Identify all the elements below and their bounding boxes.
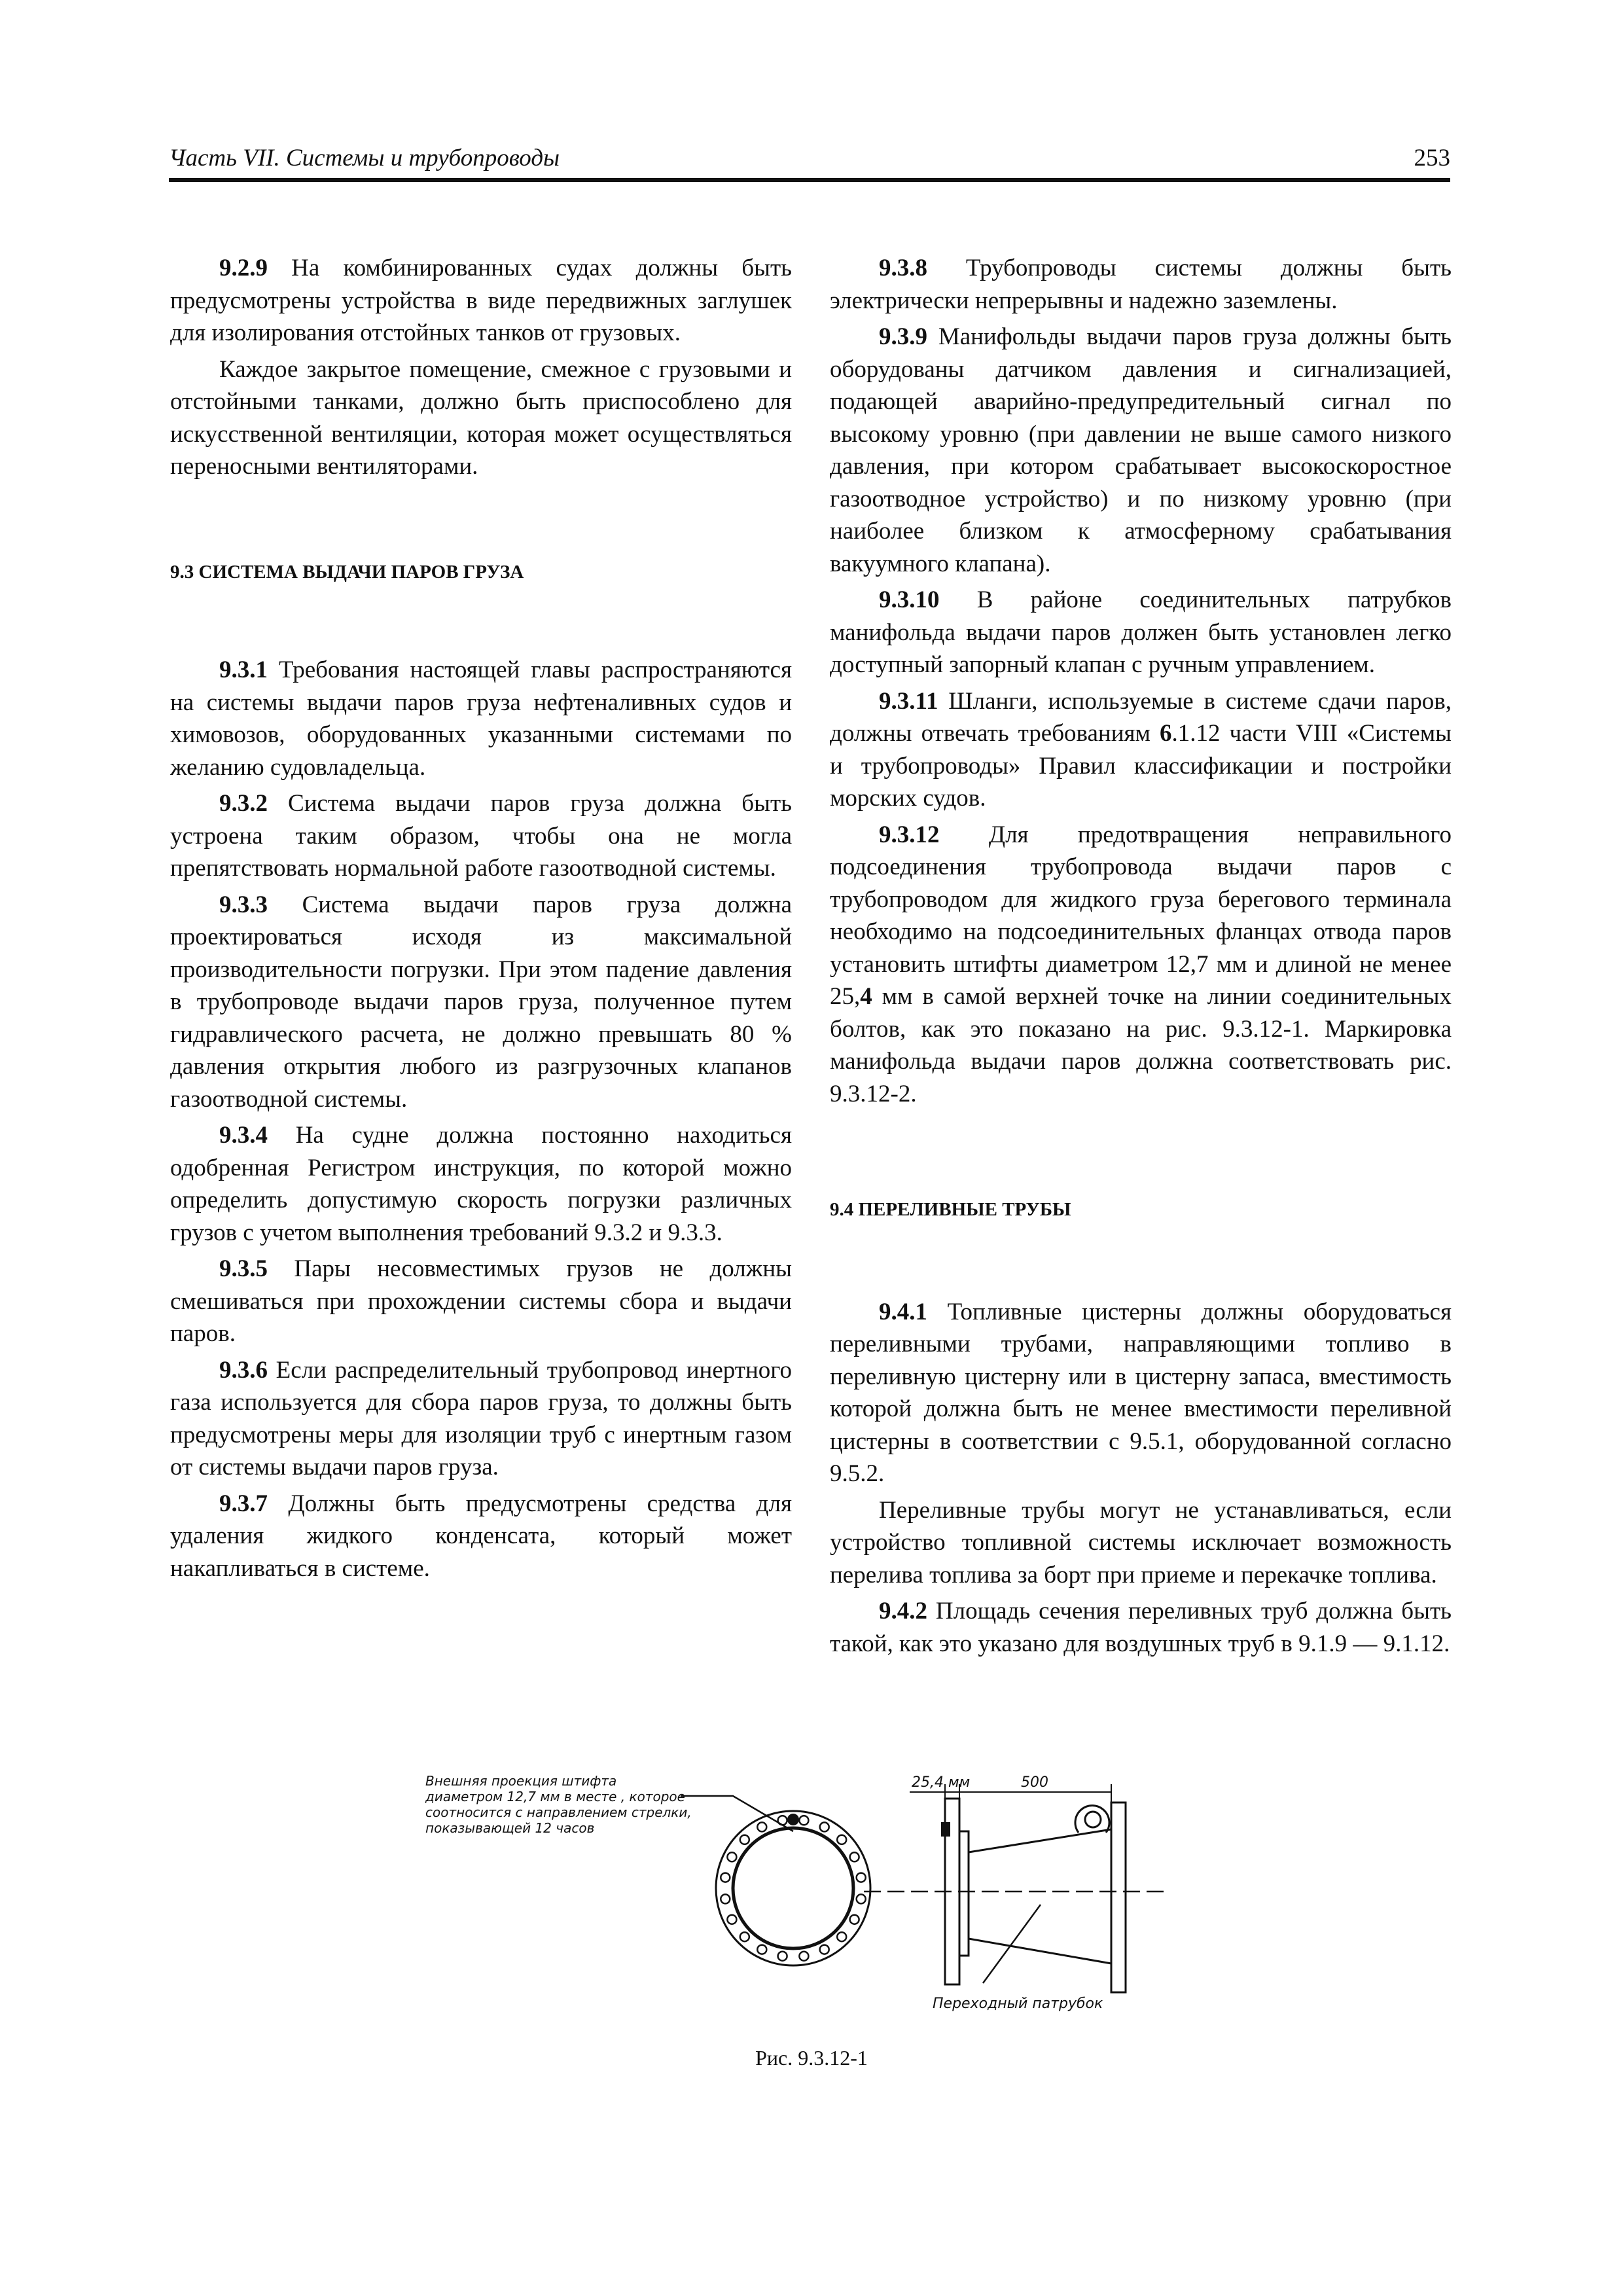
section-heading-9-3: 9.3 СИСТЕМА ВЫДАЧИ ПАРОВ ГРУЗА <box>170 561 524 583</box>
adapter-label: Переходный патрубок <box>933 1996 1103 2012</box>
clause-text: Для предотвращения неправильного подсоединения трубопровода выдачи паров с трубопроводом для жидкого груза берегового терминала необходимо на подсоединительных фланцах отвода паров установить штифты диаметром 12,7 мм и длиной не менее 25, <box>830 821 1452 1010</box>
bold-digit: 4 <box>860 983 872 1010</box>
clause-text: Система выдачи паров груза должна быть устроена таким образом, чтобы она не могла препятствовать нормальной работе газоотводной системы. <box>170 790 792 882</box>
paragraph-9-3-2 <box>170 787 792 885</box>
figure-flange-pin-diagram <box>393 1767 1191 2022</box>
clause-number: 9.2.9 <box>219 255 268 281</box>
clause-text: На судне должна постоянно находиться одобренная Регистром инструкция, по которой можно определить допустимую скорость погрузки различных грузов с учетом выполнения требований 9.3.2 и 9.3.3. <box>170 1122 792 1246</box>
paragraph-ventilation: Каждое закрытое помещение, смежное с грузовыми и отстойными танками, должно быть приспособлено для искусственной вентиляции, которая может осуществляться переносными вентиляторами. <box>170 355 792 480</box>
bolt-hole <box>727 1852 736 1861</box>
clause-number: 9.3.2 <box>219 790 268 817</box>
flange-face <box>716 1811 870 1965</box>
clause-text: Площадь сечения переливных труб должна быть такой, как это указано для воздушных труб в 9.1.9 — 9.1.12. <box>830 1598 1452 1657</box>
adapter-flange-right <box>1111 1803 1126 1992</box>
clause-number: 9.3.1 <box>219 656 268 683</box>
lifting-eye-hole <box>1085 1812 1101 1827</box>
paragraph-9-3-11 <box>830 685 1452 815</box>
pin-marker <box>787 1814 799 1825</box>
bolt-holes <box>721 1816 865 1960</box>
bolt-hole <box>740 1835 749 1844</box>
paragraph-9-3-12 <box>830 819 1452 1111</box>
page-number: 253 <box>1414 145 1450 171</box>
bolt-hole <box>837 1835 846 1844</box>
clause-number: 9.3.4 <box>219 1122 268 1149</box>
paragraph-9-3-9 <box>830 321 1452 580</box>
paragraph-9-3-1 <box>170 654 792 783</box>
bolt-hole <box>757 1822 766 1831</box>
clause-text: Если распределительный трубопровод инертного газа используется для сбора паров груза, то должны быть предусмотрены меры для изоляции труб с инертным газом от системы выдачи паров груза. <box>170 1356 792 1480</box>
dimension-length-label: 500 <box>1021 1774 1048 1791</box>
paragraph-9-3-6 <box>170 1354 792 1484</box>
flange-bore-circle <box>733 1828 853 1948</box>
clause-number: 9.3.7 <box>219 1490 268 1517</box>
lifting-eye <box>1075 1806 1109 1833</box>
clause-number: 9.3.8 <box>879 255 927 281</box>
page-header <box>169 139 1450 178</box>
bolt-hole <box>721 1894 730 1903</box>
bolt-hole <box>857 1894 866 1903</box>
paragraph-9-3-3 <box>170 889 792 1116</box>
clause-text: Топливные цистерны должны оборудоваться переливными трубами, направляющими топливо в переливную цистерну или в цистерну запаса, вместимость которой должна быть не менее вместимости переливной цистерны в соответствии с 9.5.1, оборудованной согласно 9.5.2. <box>830 1298 1452 1487</box>
bolt-hole <box>820 1945 829 1954</box>
figure-label-line: диаметром 12,7 мм в месте , которое <box>425 1789 685 1804</box>
bolt-hole <box>799 1816 808 1825</box>
paragraph-9-2-9 <box>170 252 792 350</box>
paragraph-9-3-4 <box>170 1119 792 1249</box>
paragraph-9-3-5 <box>170 1253 792 1350</box>
bolt-hole <box>837 1932 846 1941</box>
clause-number: 9.4.1 <box>879 1298 927 1325</box>
clause-number: 9.3.10 <box>879 586 940 613</box>
bold-reference: 6 <box>1160 720 1172 747</box>
bolt-hole <box>850 1852 859 1861</box>
adapter-leader-line <box>983 1905 1041 1983</box>
paragraph-9-3-7 <box>170 1488 792 1585</box>
clause-text: .1.12 части VIII «Системы и трубопроводы» Правил классификации и постройки морских судов. <box>830 720 1452 812</box>
clause-number: 9.3.11 <box>879 687 938 715</box>
clause-number: 9.3.12 <box>879 821 940 848</box>
adapter-top-edge <box>969 1829 1111 1852</box>
left-column <box>170 252 792 1585</box>
clause-number: 9.3.5 <box>219 1255 268 1282</box>
paragraph-9-4-1 <box>830 1296 1452 1490</box>
bolt-hole <box>757 1945 766 1954</box>
paragraph-9-3-10 <box>830 584 1452 681</box>
paragraph-overflow-exemption: Переливные трубы могут не устанавливаться, если устройство топливной системы исключает возможность перелива топлива за борт при приеме и перекачке топлива. <box>830 1496 1452 1588</box>
clause-number: 9.3.6 <box>219 1356 268 1384</box>
bolt-hole <box>778 1952 787 1961</box>
paragraph-9-3-8 <box>830 252 1452 317</box>
figure-caption: Рис. 9.3.12-1 <box>755 2046 868 2070</box>
paragraph-9-4-2 <box>830 1595 1452 1660</box>
bolt-hole <box>857 1873 866 1882</box>
figure-label-line: показывающей 12 часов <box>425 1820 595 1836</box>
bolt-hole <box>721 1873 730 1882</box>
right-column <box>830 252 1452 1660</box>
clause-text: Шланги, используемые в системе сдачи паров, должны отвечать требованиям <box>830 687 1452 747</box>
dimension-pin-label: 25,4 мм <box>912 1774 971 1791</box>
clause-text: Должны быть предусмотрены средства для удаления жидкого конденсата, который может накапливаться в системе. <box>170 1490 792 1582</box>
section-heading-9-4: 9.4 ПЕРЕЛИВНЫЕ ТРУБЫ <box>830 1199 1071 1220</box>
clause-text: Система выдачи паров груза должна проектироваться исходя из максимальной производительности погрузки. При этом падение давления в трубопроводе выдачи паров груза, полученное путем гидравлического расчета, не должно превышать 80 % давления открытия любого из разгрузочных клапанов газоотводной системы. <box>170 891 792 1113</box>
clause-number: 9.4.2 <box>879 1598 927 1624</box>
figure-label-line: соотносится с направлением стрелки, <box>425 1804 692 1820</box>
clause-text: Требования настоящей главы распространяются на системы выдачи паров груза нефтеналивных судов и химовозов, оборудованных указанными системами по желанию судовладельца. <box>170 656 792 781</box>
clause-text: Манифольды выдачи паров груза должны быть оборудованы датчиком давления и сигнализацией, подающей аварийно-предупредительный сигнал по высокому уровню (при давлении не выше самого низкого давления, при котором срабатывает высокоскоростное газоотводное устройство) и по низкому уровню (при наиболее близком к атмосферному срабатывания вакуумного клапана). <box>830 323 1452 577</box>
running-title: Часть VII. Системы и трубопроводы <box>169 145 560 171</box>
clause-text: мм в самой верхней точке на линии соединительных болтов, как это показано на рис. 9.3.12-1. Маркировка манифольда выдачи паров должна соответствовать рис. 9.3.12-2. <box>830 983 1452 1107</box>
adapter-side-view <box>941 1799 1126 1992</box>
pin-side-view <box>941 1822 950 1837</box>
bolt-hole <box>740 1932 749 1941</box>
clause-text: Пары несовместимых грузов не должны смешиваться при прохождении системы сбора и выдачи паров. <box>170 1255 792 1347</box>
clause-text: В районе соединительных патрубков манифольда выдачи паров должен быть установлен легко доступный запорный клапан с ручным управлением. <box>830 586 1452 678</box>
bolt-hole <box>778 1816 787 1825</box>
header-rule <box>169 178 1450 182</box>
flange-outer-circle <box>716 1811 870 1965</box>
bolt-hole <box>799 1952 808 1961</box>
clause-number: 9.3.3 <box>219 891 268 918</box>
adapter-collar <box>959 1831 969 1956</box>
clause-number: 9.3.9 <box>879 323 927 350</box>
adapter-bottom-edge <box>969 1939 1111 1964</box>
bolt-hole <box>727 1915 736 1924</box>
bolt-hole <box>820 1822 829 1831</box>
clause-text: На комбинированных судах должны быть предусмотрены устройства в виде передвижных заглушек для изолирования отстойных танков от грузовых. <box>170 255 792 346</box>
figure-label-line: Внешняя проекция штифта <box>425 1773 617 1789</box>
clause-text: Трубопроводы системы должны быть электрически непрерывны и надежно заземлены. <box>830 255 1452 314</box>
bolt-hole <box>850 1915 859 1924</box>
